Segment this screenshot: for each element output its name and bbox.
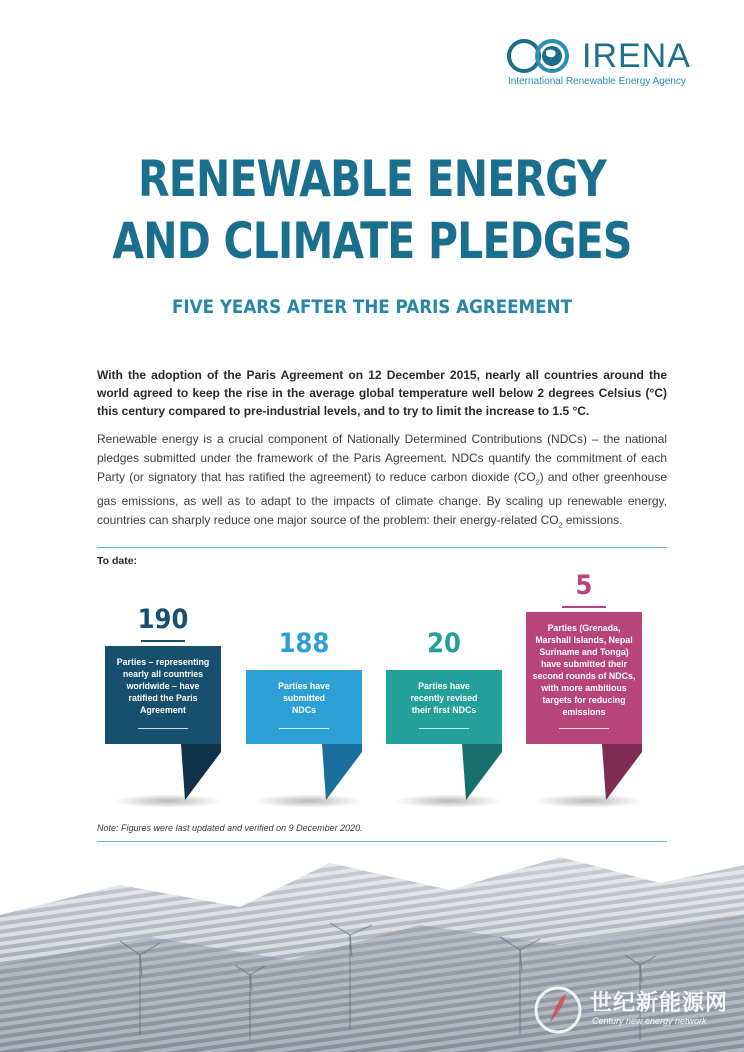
irena-globe-icon — [506, 38, 578, 74]
value-underline — [141, 640, 185, 642]
flag-fold — [462, 744, 502, 800]
watermark-logo-icon — [530, 982, 586, 1038]
stat-value: 20 — [427, 628, 461, 659]
body-text-3: emissions. — [562, 513, 623, 528]
watermark-title: 世纪新能源网 — [590, 991, 729, 1016]
title-line-1: RENEWABLE ENERGY — [138, 150, 606, 208]
flag-fold — [181, 744, 221, 800]
stat-description: Parties have submitted NDCs — [278, 681, 330, 715]
page-subtitle: FIVE YEARS AFTER THE PARIS AGREEMENT — [171, 296, 573, 318]
title-line-2: AND CLIMATE PLEDGES — [112, 212, 632, 270]
body-text-2: ) and other greenhouse gas emissions, as well as to adapt to the impacts of climate change. By scaling up renewable energy, countries can sharply reduce one major source of the problem: their energy-related CO — [97, 470, 667, 528]
shadow — [394, 794, 504, 808]
page-title — [67, 148, 677, 272]
box-underline — [419, 728, 469, 729]
stat-description: Parties – representing nearly all countries worldwide – have ratified the Paris Agreement — [116, 657, 210, 715]
stat-box — [246, 670, 362, 744]
stat-box — [526, 612, 642, 744]
divider — [97, 547, 667, 548]
shadow — [113, 794, 223, 808]
body-text-1: Renewable energy is a crucial component of Nationally Determined Contributions (NDCs) – the national pledges submitted under the framework of the Paris Agreement. NDCs quantify the commitment of each Party (or signatory that has ratified the agreement) to reduce carbon dioxide (CO — [97, 432, 667, 484]
stat-box — [386, 670, 502, 744]
stat-value: 190 — [137, 604, 189, 635]
to-date-label: To date: — [97, 555, 138, 567]
box-underline — [559, 728, 609, 729]
stat-value: 188 — [278, 628, 330, 659]
irena-logo — [506, 36, 716, 96]
subscript-2: 2 — [535, 479, 540, 487]
watermark-subtitle: Century new energy network — [592, 1016, 707, 1026]
watermark — [530, 982, 740, 1042]
shadow — [534, 794, 644, 808]
body-paragraph — [97, 430, 667, 536]
stat-description: Parties (Grenada, Marshall Islands, Nepal Suriname and Tonga) have submitted their second rounds of NDCs, with more ambitious targets for reducing emissions — [532, 623, 636, 717]
logo-subtitle: International Renewable Energy Agency — [508, 76, 686, 87]
shadow — [254, 794, 364, 808]
box-underline — [138, 728, 188, 729]
stat-value: 5 — [575, 570, 593, 601]
flag-fold — [322, 744, 362, 800]
logo-wordmark: IRENA — [582, 37, 691, 75]
flag-fold — [602, 744, 642, 800]
stat-description: Parties have recently revised their first NDCs — [410, 681, 478, 715]
footnote: Note: Figures were last updated and verified on 9 December 2020. — [97, 823, 363, 833]
box-underline — [279, 728, 329, 729]
divider — [97, 841, 667, 842]
subscript-2: 2 — [558, 522, 563, 530]
lead-paragraph: With the adoption of the Paris Agreement on 12 December 2015, nearly all countries around the world agreed to keep the rise in the average global temperature well below 2 degrees Celsius (°C) this century compared to pre-industrial levels, and to try to limit the increase to 1.5 °C. — [97, 368, 667, 418]
stat-box — [105, 646, 221, 744]
value-underline — [562, 606, 606, 608]
